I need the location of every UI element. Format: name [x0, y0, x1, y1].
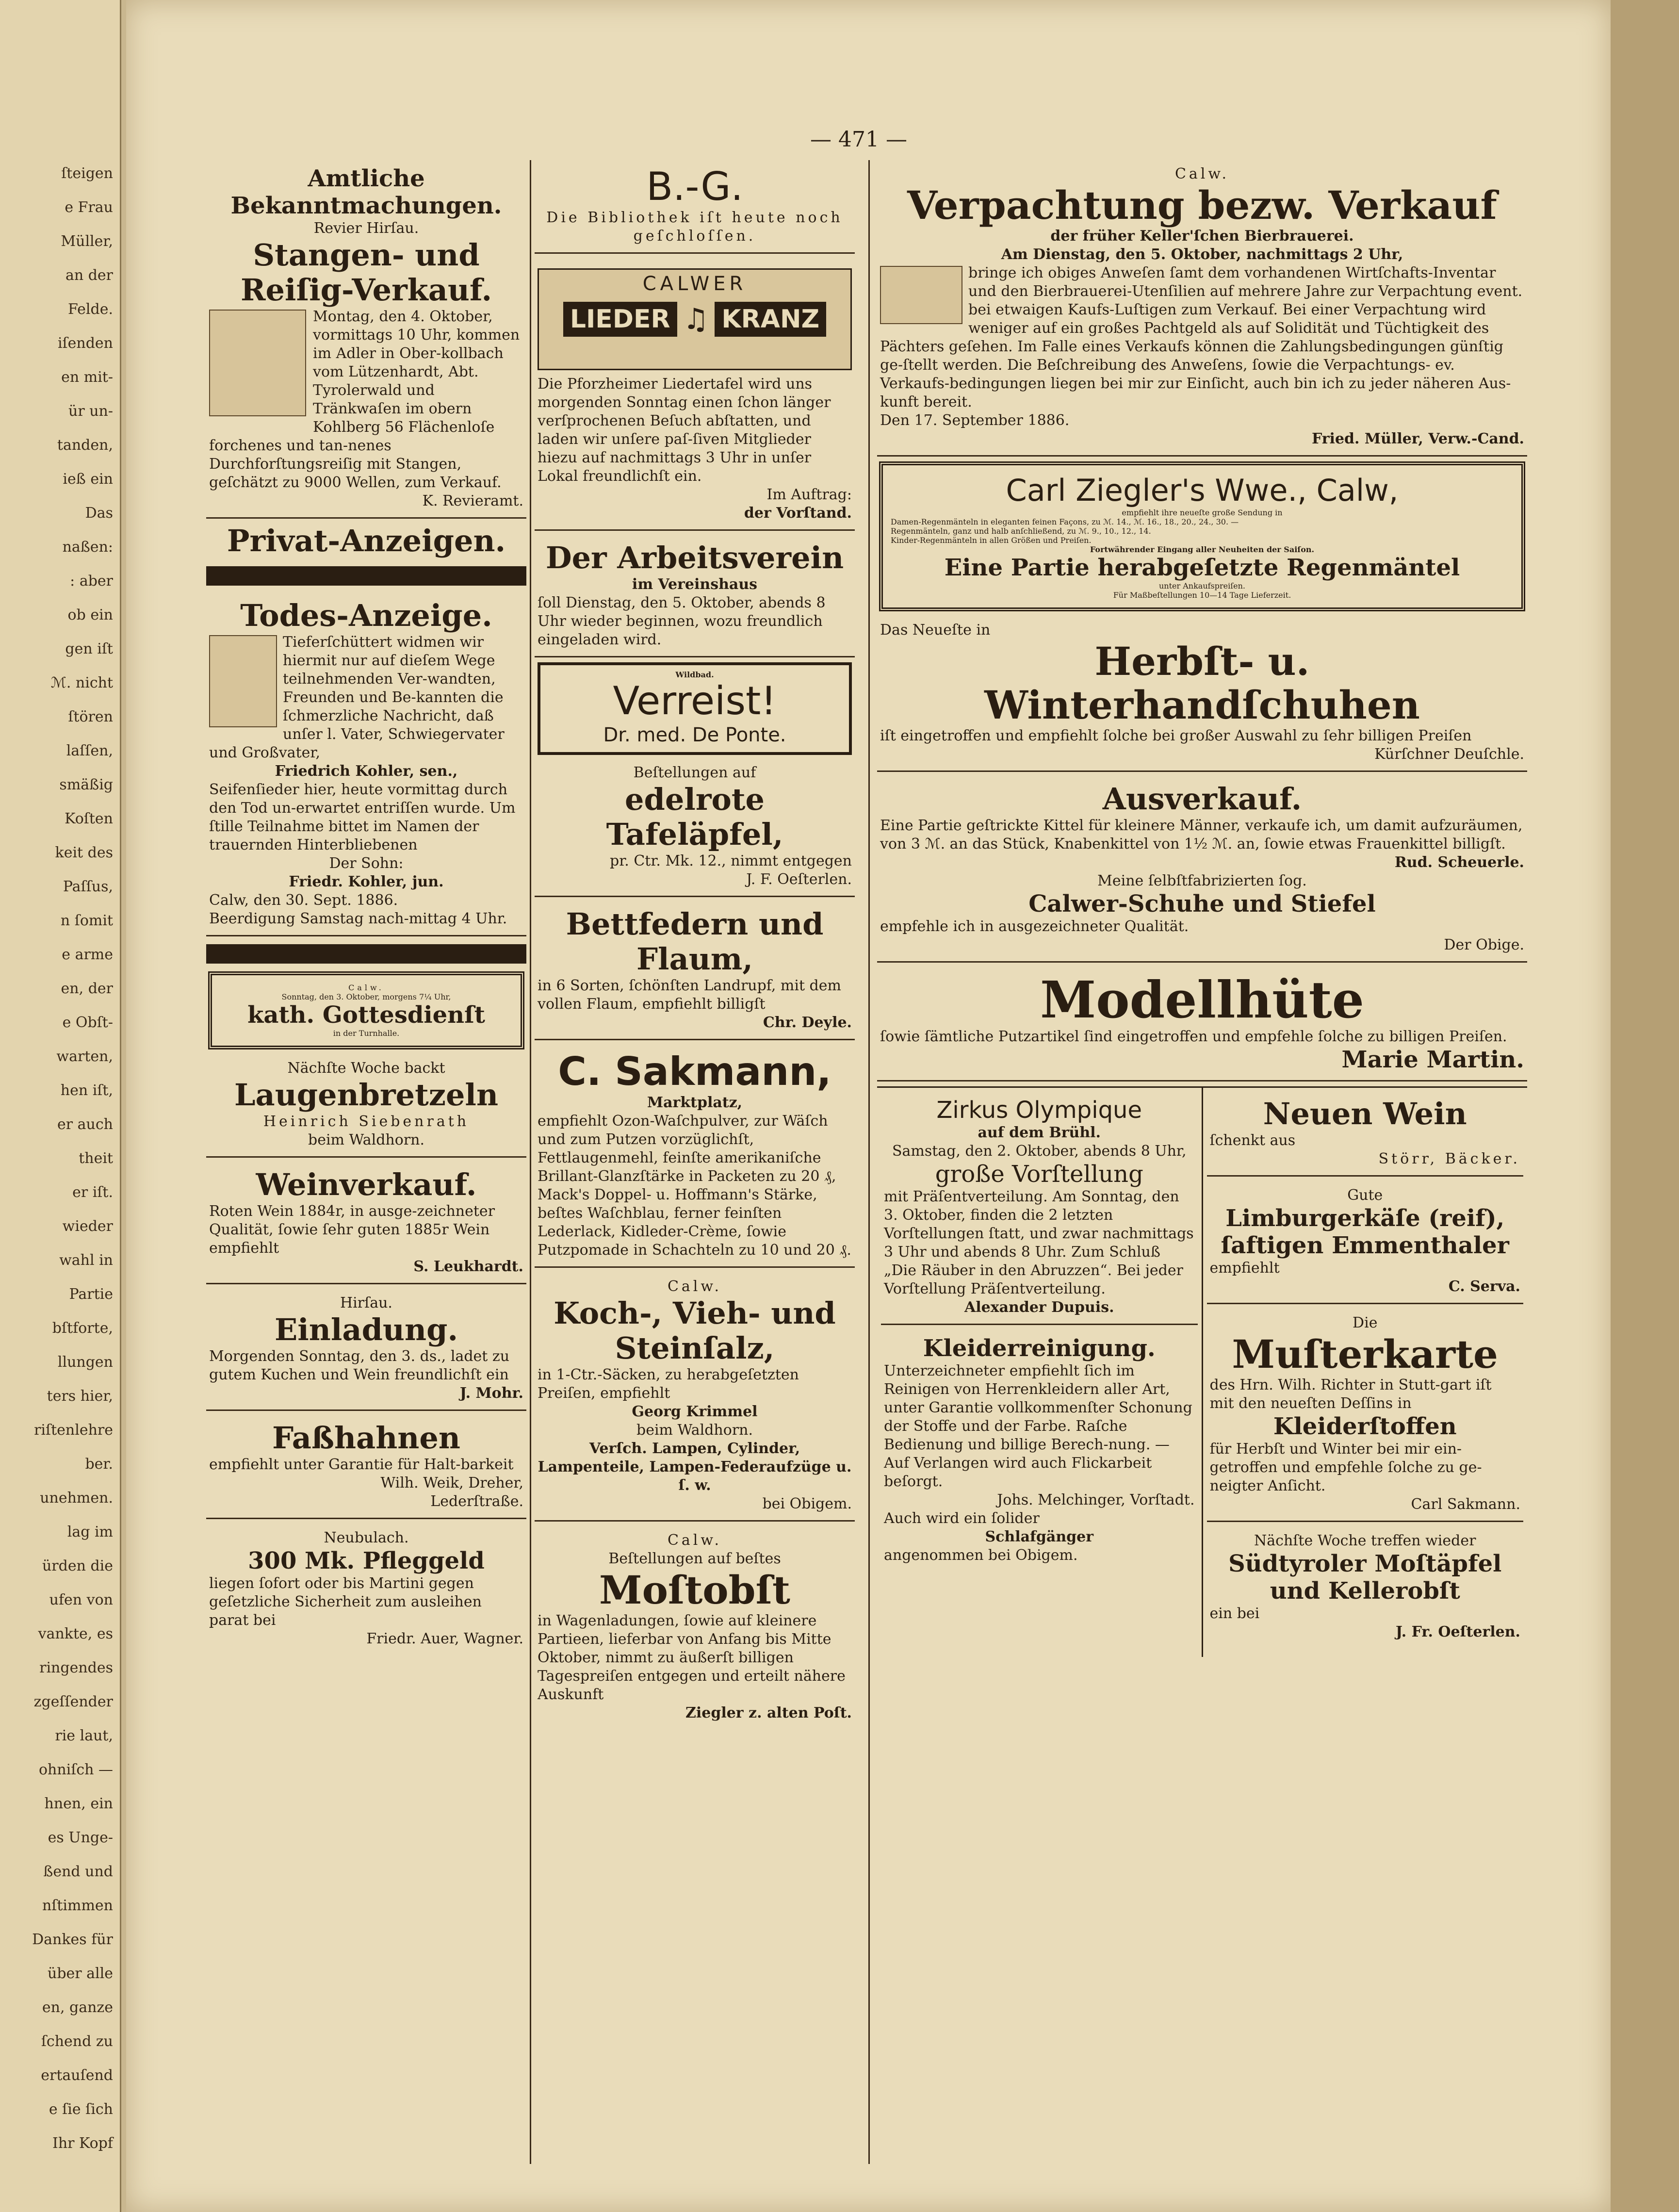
ad-title: Laugenbretzeln: [234, 1077, 499, 1113]
ad-text: in der Turnhalle.: [333, 1029, 400, 1038]
ad-title: Einladung.: [274, 1312, 458, 1347]
ad-text: iſt eingetroffen und empfiehlt ſolche bei großer Auswahl zu ſehr billigen Preiſen: [880, 727, 1472, 744]
ad-title: B.-G.: [646, 164, 743, 209]
previous-page-text: Ihr Kopf: [52, 2135, 113, 2152]
place-label: Calw.: [667, 1532, 722, 1549]
ad-title: Südtyroler Moſtäpfel und Kellerobſt: [1228, 1550, 1502, 1605]
previous-page-text: ringendes: [39, 1659, 113, 1676]
ad-title: Limburgerkäſe (reif), ſaftigen Emmenthaler: [1221, 1205, 1509, 1259]
previous-page-text: an der: [65, 267, 113, 284]
forest-illustration: [209, 310, 306, 416]
ad-sakmann: [535, 1045, 855, 1268]
previous-page-text: theit: [79, 1150, 113, 1167]
ad-text: Das Neueſte in: [880, 622, 991, 639]
ad-text: Verſch. Lampen, Cylinder, Lampenteile, Lampen-Federaufzüge u. ſ. w.: [538, 1440, 852, 1494]
ad-signature: Ziegler z. alten Poſt.: [685, 1704, 852, 1721]
logo-text: LIEDER: [563, 302, 677, 337]
previous-page-text: riſtenlehre: [34, 1422, 113, 1439]
ad-pfleggeld: [206, 1524, 526, 1655]
ad-signature: S. Leukhardt.: [413, 1258, 523, 1275]
previous-page-text: en, ganze: [42, 1999, 113, 2016]
previous-page-text: hen iſt,: [60, 1082, 113, 1099]
ad-title: Calwer-Schuhe und Stiefel: [1028, 890, 1376, 918]
ad-verpachtung: [877, 160, 1527, 457]
previous-page-text: ßend und: [43, 1863, 113, 1880]
previous-page-text: über alle: [48, 1965, 113, 1982]
ad-neuer-wein: [1207, 1092, 1524, 1177]
ad-title: Carl Ziegler's Wwe., Calw,: [1006, 473, 1399, 508]
previous-page-text: ob ein: [67, 606, 113, 623]
previous-page-text: en, der: [61, 980, 113, 997]
ad-text: beim Waldhorn.: [636, 1422, 753, 1439]
ad-title: Koch-, Vieh- und Steinſalz,: [554, 1295, 836, 1366]
previous-page-text: n ſomit: [60, 912, 113, 929]
page-edge: [1611, 0, 1679, 2212]
ad-text: Sonntag, den 3. Oktober, morgens 7¼ Uhr,: [281, 992, 451, 1001]
ad-text: in Wagenladungen, ſowie auf kleinere Partieen, lieferbar von Anfang bis Mitte Oktober, nimmt zu äußerſt billigen Tagespreiſen entgegen und erteilt nähere Auskunft: [538, 1612, 846, 1703]
ad-title: Verpachtung bezw. Verkauf: [907, 182, 1497, 228]
ad-signature: J. F. Oeſterlen.: [746, 871, 852, 888]
ad-text: angenommen bei Obigem.: [884, 1547, 1078, 1564]
left-subcolumn: [877, 1088, 1203, 1657]
ad-text: ein bei: [1209, 1605, 1260, 1622]
logo-text: CALWER: [642, 273, 747, 295]
ad-signature: Carl Sakmann.: [1411, 1496, 1520, 1513]
ad-text: Gute: [1347, 1187, 1383, 1204]
ad-musterkarte: [1207, 1309, 1524, 1522]
ad-title: Faßhahnen: [272, 1420, 460, 1456]
previous-page-text: es Unge-: [48, 1829, 113, 1846]
previous-page-text: Das: [85, 505, 113, 522]
ad-text: beim Waldhorn.: [308, 1131, 425, 1148]
previous-page-text: e Obſt-: [62, 1014, 113, 1031]
previous-page-text: wahl in: [59, 1252, 113, 1269]
ad-subtitle: der früher Keller'ſchen Bierbrauerei.: [1050, 228, 1354, 245]
ad-signature: Chr. Deyle.: [763, 1014, 852, 1031]
ad-title: Zirkus Olympique: [936, 1097, 1142, 1124]
previous-page-text: ters hier,: [47, 1388, 113, 1405]
ad-title: 300 Mk. Pfleggeld: [248, 1547, 485, 1574]
ad-text: Seifenſieder hier, heute vormittag durch den Tod un-erwartet entriſſen wurde. Um ſtille Teilnahme bittet im Namen der trauernden Hinterbliebenen: [209, 781, 516, 853]
previous-page-text: wieder: [62, 1218, 113, 1235]
ad-signature: der Vorſtand.: [744, 505, 852, 522]
ad-text: Samstag, den 2. Oktober, abends 8 Uhr,: [892, 1143, 1187, 1160]
ad-laugenbretzeln: [206, 1054, 526, 1158]
ad-text: Montag, den 4. Oktober, vormittags 10 Uhr, kommen im Adler in Ober-kollbach vom Lützenhardt, Abt. Tyrolerwald und Tränkwaſen im obern Kohlberg 56 Flächenloſe forchenes und tan-nenes Durchforſtungsreiſig mit Stangen, geſchätzt zu 9000 Wellen, zum Verkauf.: [209, 308, 520, 491]
ad-text: empfiehlt Ozon-Waſchpulver, zur Wäſch und zum Putzen vorzüglichſt, Fettlaugenmehl, feinſte amerikaniſche Brillant-Glanzſtärke in Packeten zu 20 ₰, Mack's Doppel- u. Hoffmann's Stärke, beſtes Waſchblau, ferner feinſten Lederlack, Kidleder-Crème, ſowie Putzpomade in Schachteln zu 10 und 20 ₰.: [538, 1113, 851, 1259]
ad-ziegler: [879, 461, 1525, 611]
previous-page-text: : aber: [70, 573, 113, 590]
divider-bar: [206, 566, 526, 586]
logo-text: KRANZ: [715, 302, 826, 337]
ad-name: Heinrich Siebenrath: [263, 1113, 470, 1130]
previous-page-text: ſchend zu: [41, 2033, 113, 2050]
ad-text: Auch wird ein ſolider: [884, 1510, 1040, 1527]
previous-page-text: smäßig: [59, 776, 113, 793]
ad-title: Der Arbeitsverein: [545, 540, 844, 575]
ad-text: empfiehlt: [1209, 1260, 1280, 1277]
previous-page-text: vankte, es: [38, 1625, 113, 1642]
ad-signature: J. Mohr.: [459, 1385, 523, 1402]
brewery-illustration: [880, 266, 962, 324]
ad-signature: K. Revieramt.: [422, 492, 523, 509]
previous-page-text: Koſten: [65, 810, 113, 827]
ad-name: Friedr. Kohler, jun.: [289, 873, 444, 890]
ad-text: Morgenden Sonntag, den 3. ds., ladet zu gutem Kuchen und Wein freundlichſt ein: [209, 1348, 510, 1383]
ad-ausverkauf: [877, 777, 1527, 963]
section-heading: Privat-Anzeigen.: [227, 523, 506, 558]
ad-text: unter Ankaufspreiſen.: [1158, 581, 1246, 590]
previous-page-text: warten,: [56, 1048, 113, 1065]
ad-subtitle: Marktplatz,: [647, 1094, 743, 1111]
ad-limburger: [1207, 1181, 1524, 1304]
ad-title: Neuen Wein: [1263, 1096, 1467, 1131]
ad-text: Meine ſelbſtfabrizierten ſog.: [1097, 872, 1307, 889]
ad-text: Tieferſchüttert widmen wir hiermit nur auf dieſem Wege teilnehmenden Ver-wandten, Freunden und Be-kannten die ſchmerzliche Nachricht, daß unſer l. Vater, Schwiegervater und Großvater,: [209, 634, 505, 761]
ad-tafelaepfel: [535, 759, 855, 897]
previous-page-text: er iſt.: [72, 1184, 113, 1201]
ad-bettfedern: [535, 902, 855, 1040]
previous-page-text: ſtören: [68, 708, 113, 725]
ad-title: edelrote Tafeläpfel,: [606, 782, 783, 852]
ad-text: liegen ſofort oder bis Martini gegen geſetzliche Sicherheit zum ausleihen parat bei: [209, 1575, 482, 1629]
ad-title: Todes-Anzeige.: [240, 598, 492, 633]
ad-verreist: [538, 662, 852, 755]
lyre-icon: ♫: [683, 302, 709, 336]
ad-text: ſowie ſämtliche Putzartikel ſind eingetroffen und empfehle ſolche zu billigen Preiſen.: [880, 1028, 1507, 1045]
previous-page-text: rie laut,: [55, 1727, 113, 1744]
ad-name: Friedrich Kohler, sen.,: [275, 763, 458, 780]
previous-page-text: e ſie ſich: [49, 2101, 113, 2118]
liederkranz-logo: [538, 268, 852, 370]
place-label: Calw.: [348, 983, 384, 992]
two-column-block: [877, 1086, 1527, 1657]
ad-title: C. Sakmann,: [558, 1049, 831, 1094]
ad-text: Unterzeichneter empfiehlt ſich im Reinigen von Herrenkleidern aller Art, unter Garantie vollkommenſter Schonung der Stoffe und der Farbe. Raſche Bedienung und billige Berech-nung. — Auf Verlangen wird auch Flickarbeit beſorgt.: [884, 1362, 1192, 1490]
previous-page-text: gen iſt: [65, 640, 113, 657]
previous-page-text: ür un-: [68, 403, 113, 420]
previous-page-text: Partie: [69, 1286, 113, 1303]
previous-page-text: lag im: [67, 1524, 113, 1540]
previous-page-text: ber.: [85, 1456, 113, 1473]
previous-page-text: ieß ein: [63, 471, 113, 488]
ad-gottesdienst: [208, 971, 524, 1049]
place-label: Calw.: [1174, 165, 1230, 182]
place-label: Calw.: [667, 1278, 722, 1295]
ad-title: Bettfedern und Flaum,: [566, 906, 824, 977]
ad-text: in 1-Ctr.-Säcken, zu herabgeſetzten Preiſen, empfiehlt: [538, 1366, 799, 1402]
previous-page-text: ürden die: [42, 1557, 113, 1574]
ad-text: pr. Ctr. Mk. 12., nimmt entgegen: [610, 852, 852, 869]
ad-text: bringe ich obiges Anweſen ſamt dem vorhandenen Wirtſchafts-Inventar und den Bierbrauerei-Utenſilien auf mehrere Jahre zur Verpachtung event. bei etwaigen Kaufs-Luſtigen zum Verkauf. Bei einer Verpachtung wird weniger auf ein großes Pachtgeld als auf Solidität und Tüchtigkeit des Pächters geſehen. Im Falle eines Verkaufs können die Zahlungsbedingungen günſtig ge-ſtellt werden. Die Beſchreibung des Anweſens, ſowie die Verpachtungs- ev. Verkaufs-bedingungen liegen bei mir zur Einſicht, auch bin ich zu jeder näheren Aus-kunft bereit.: [880, 264, 1523, 410]
ad-salz: [535, 1273, 855, 1522]
divider-bar: [206, 944, 526, 964]
ad-signature: Marie Martin.: [1341, 1046, 1524, 1073]
ad-signature: Kürſchner Deuſchle.: [1374, 746, 1524, 763]
ad-text: Beerdigung Samstag nach-mittag 4 Uhr.: [209, 910, 507, 927]
ad-date: Den 17. September 1886.: [880, 412, 1070, 429]
previous-page-text: laſſen,: [66, 742, 113, 759]
column-2: [535, 160, 855, 2164]
previous-page-text: iſenden: [57, 335, 113, 352]
ad-title: Modellhüte: [1040, 970, 1364, 1030]
ad-text: Der Sohn:: [329, 855, 404, 872]
previous-page-text: er auch: [57, 1116, 113, 1133]
ad-text: Für Maßbeſtellungen 10—14 Tage Lieferzeit.: [1113, 590, 1291, 600]
ad-stangen: [206, 160, 526, 519]
previous-page-text: tanden,: [57, 437, 113, 454]
ad-signature: Wilh. Weik, Dreher,: [380, 1475, 523, 1491]
ad-signature: Friedr. Auer, Wagner.: [366, 1630, 523, 1647]
ad-text: Roten Wein 1884r, in ausge-zeichneter Qualität, ſowie ſehr guten 1885r Wein empfiehlt: [209, 1203, 495, 1257]
ad-title: Moſtobſt: [599, 1567, 790, 1613]
ad-subtitle: auf dem Brühl.: [978, 1124, 1101, 1141]
place-label: Wildbad.: [675, 670, 714, 679]
ad-text: Regenmänteln, ganz und halb anſchließend, zu ℳ. 9., 10., 12., 14.: [891, 526, 1151, 536]
ad-text: Nächſte Woche treffen wieder: [1254, 1532, 1476, 1549]
ad-text: Schlafgänger: [985, 1528, 1094, 1545]
previous-page-text: en mit-: [61, 369, 113, 386]
ad-signature: C. Serva.: [1448, 1278, 1520, 1295]
ad-einladung: [206, 1289, 526, 1411]
place-label: Hirſau.: [340, 1294, 392, 1311]
ad-text: Eine Partie geſtrickte Kittel für kleinere Männer, verkaufe ich, um damit aufzuräumen, von 3 ℳ. an das Stück, Knabenkittel von 1½ ℳ. an, ſowie etwas Frauenkittel billigſt.: [880, 817, 1523, 852]
ad-text: empfiehlt ihre neueſte große Sendung in: [1122, 508, 1283, 517]
ad-text: bei Obigem.: [762, 1495, 852, 1512]
ad-text: in 6 Sorten, ſchönſten Landrupf, mit dem vollen Flaum, empfiehlt billigſt: [538, 977, 841, 1013]
ad-text: empfiehlt unter Garantie für Halt-barkeit: [209, 1456, 514, 1473]
ad-handschuhe: [877, 616, 1527, 772]
ad-text: Fortwährender Eingang aller Neuheiten der Saiſon.: [1090, 545, 1315, 554]
previous-page-text: nſtimmen: [42, 1897, 113, 1914]
ad-date: Am Dienstag, den 5. Oktober, nachmittags 2 Uhr,: [1001, 246, 1403, 263]
ad-mostobst: [535, 1526, 855, 1729]
ad-text: Die Pforzheimer Liedertafel wird uns morgenden Sonntag einen ſchon länger verſprochenen Beſuch abſtatten, und laden wir unſere paſ-ſiven Mitglieder hiezu auf nachmittags 3 Uhr in unſer Lokal freundlichſt ein.: [538, 376, 831, 485]
ad-date: Calw, den 30. Sept. 1886.: [209, 892, 398, 909]
previous-page-text: e Frau: [65, 199, 113, 216]
ad-signature: Fried. Müller, Verw.-Cand.: [1311, 430, 1524, 447]
ad-title: kath. Gottesdienſt: [247, 1001, 485, 1029]
column-rule: [868, 160, 870, 2164]
previous-page-text: Felde.: [67, 301, 113, 318]
ad-weinverkauf: [206, 1163, 526, 1284]
ad-text: Die: [1353, 1314, 1378, 1331]
column-3: [877, 160, 1527, 2164]
ad-text: ſoll Dienstag, den 5. Oktober, abends 8 Uhr wieder beginnen, wozu freundlich eingeladen wird.: [538, 594, 826, 648]
ad-text: ſchenkt aus: [1209, 1132, 1296, 1149]
ad-arbeitsverein: [535, 536, 855, 657]
page-number: — 471 —: [810, 127, 907, 152]
ad-modellhuete: [877, 967, 1527, 1081]
ad-zirkus: [881, 1092, 1198, 1325]
ad-title: Kleiderſtoffen: [1273, 1413, 1457, 1440]
ad-text: Kinder-Regenmänteln in allen Größen und Preiſen.: [891, 536, 1092, 545]
ad-signature: Johs. Melchinger, Vorſtadt.: [997, 1491, 1195, 1508]
place-label: Revier Hirſau.: [313, 220, 419, 237]
ad-fasshahnen: [206, 1416, 526, 1519]
ad-signature: Störr, Bäcker.: [1378, 1150, 1520, 1167]
ad-text: Beſtellungen auf: [633, 764, 756, 781]
column-rule: [530, 160, 531, 2164]
ad-text: mit Präſentverteilung. Am Sonntag, den 3. Oktober, finden die 2 letzten Vorſtellungen ſtatt, und zwar nachmittags 3 Uhr und abends 8 Uhr. Zum Schluß „Die Räuber in den Abruzzen“. Bei jeder Vorſtellung Präſentverteilung.: [884, 1188, 1194, 1297]
ad-subtitle: im Vereinshaus: [632, 576, 758, 593]
ad-signature: Georg Krimmel: [632, 1403, 758, 1420]
previous-page-text: ohniſch —: [38, 1761, 113, 1778]
ad-title: große Vorſtellung: [935, 1161, 1143, 1188]
ad-text: Im Auftrag:: [766, 486, 852, 503]
previous-page-text: ertauſend: [41, 2067, 113, 2084]
ad-bg: [535, 160, 855, 254]
ad-title: Muſterkarte: [1232, 1331, 1498, 1377]
ad-text: empfehle ich in ausgezeichneter Qualität.: [880, 918, 1189, 935]
ad-title: Verreist!: [613, 678, 777, 723]
ad-todesanzeige: [206, 593, 526, 936]
ad-title: Stangen- und Reiſig-Verkauf.: [240, 237, 492, 308]
previous-page-text: bſtforte,: [52, 1320, 113, 1337]
ad-text: Damen-Regenmänteln in eleganten feinen Façons, zu ℳ. 14., ℳ. 16., 18., 20., 24., 30. —: [891, 517, 1239, 526]
ad-text: für Herbſt und Winter bei mir ein-getroffen und empfehle ſolche zu ge-neigter Anſicht.: [1209, 1441, 1482, 1494]
ad-title: Ausverkauf.: [1102, 781, 1302, 817]
previous-page-text: unehmen.: [40, 1490, 113, 1507]
ad-text: Nächſte Woche backt: [287, 1060, 445, 1077]
section-heading: Amtliche Bekanntmachungen.: [230, 165, 502, 219]
ad-title: Herbſt- u. Winterhandſchuhen: [984, 639, 1420, 728]
ad-signature: Der Obige.: [1444, 936, 1524, 953]
ad-suedtyroler: [1207, 1527, 1524, 1648]
ad-title: Weinverkauf.: [256, 1167, 477, 1202]
previous-page-text: Dankes für: [32, 1931, 113, 1948]
ad-signature: Rud. Scheuerle.: [1394, 854, 1524, 871]
ad-text: des Hrn. Wilh. Richter in Stutt-gart iſt mit den neueſten Deſſins in: [1209, 1376, 1492, 1412]
previous-page-text: Müller,: [61, 233, 113, 250]
previous-page-text: e arme: [62, 946, 113, 963]
ad-kleiderreinigung: [881, 1330, 1198, 1572]
previous-page-text: hnen, ein: [44, 1795, 113, 1812]
ad-text: Die Bibliothek iſt heute noch geſchloſſen.: [546, 209, 843, 245]
previous-page-text: Paſſus,: [63, 878, 113, 895]
ad-title: Eine Partie herabgeſetzte Regenmäntel: [944, 554, 1460, 581]
previous-page-text: ufen von: [49, 1591, 113, 1608]
ad-text: Lederſtraße.: [430, 1493, 523, 1510]
ad-signature: Alexander Dupuis.: [964, 1299, 1114, 1316]
ad-signature: J. Fr. Oeſterlen.: [1395, 1623, 1520, 1640]
place-label: Neubulach.: [324, 1529, 409, 1546]
previous-page-text: ℳ. nicht: [50, 674, 113, 691]
previous-page-text: zgeſſender: [33, 1693, 113, 1710]
previous-page-text: ſteigen: [61, 165, 113, 182]
previous-page-text: llungen: [57, 1354, 113, 1371]
ad-name: Dr. med. De Ponte.: [603, 724, 786, 746]
previous-page-margin: [0, 0, 121, 2212]
ad-liederkranz: [535, 259, 855, 531]
previous-page-text: naßen:: [62, 539, 113, 556]
right-subcolumn: [1203, 1088, 1528, 1657]
previous-page-text: keit des: [55, 844, 113, 861]
mourning-illustration: [209, 635, 277, 727]
column-1: [206, 160, 526, 2164]
ad-text: Beſtellungen auf beſtes: [608, 1550, 781, 1567]
ad-title: Kleiderreinigung.: [923, 1335, 1156, 1362]
